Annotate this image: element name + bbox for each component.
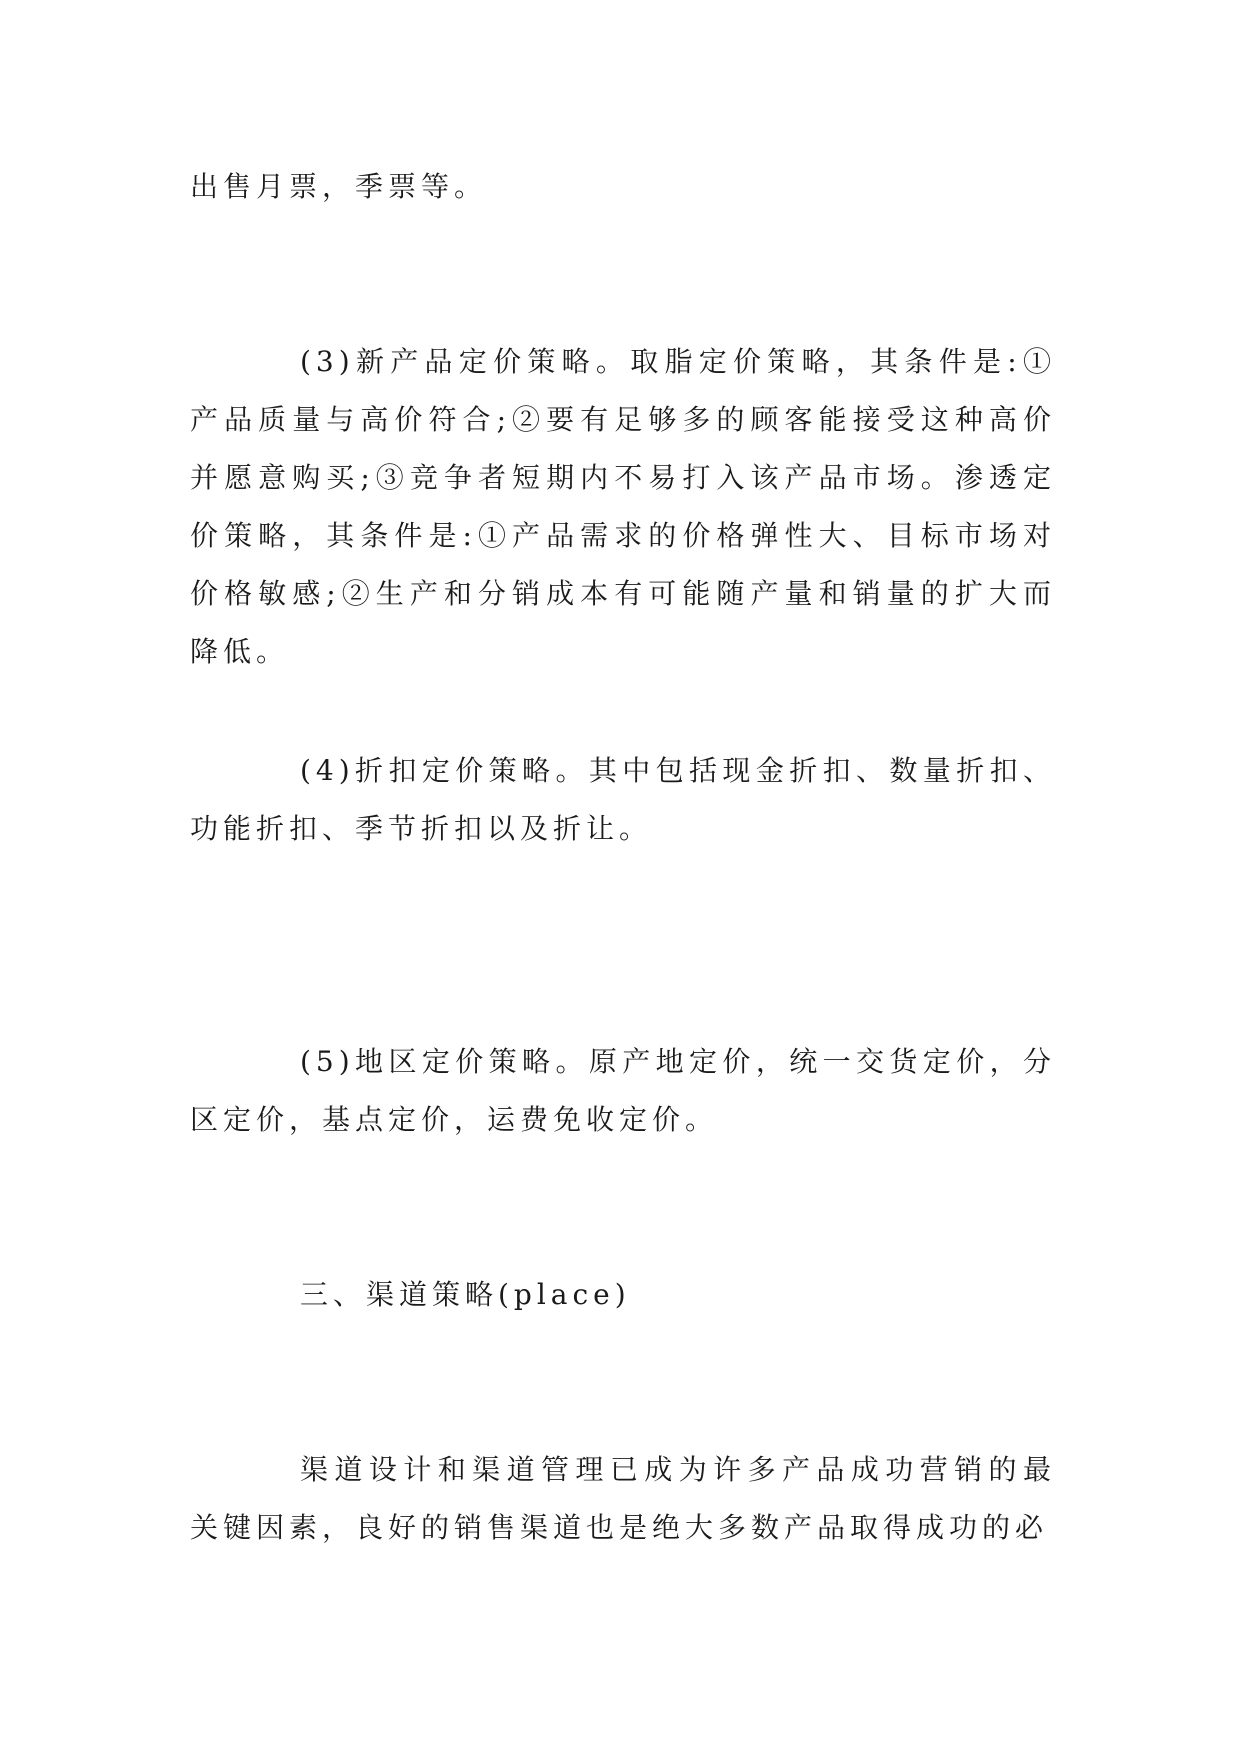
- paragraph-channel-strategy: 渠道设计和渠道管理已成为许多产品成功营销的最关键因素，良好的销售渠道也是绝大多数产品取得成功的必: [190, 1453, 1056, 1544]
- section-heading-place: 三、渠道策略(place): [300, 1278, 631, 1311]
- paragraph-regional-pricing: (5)地区定价策略。原产地定价，统一交货定价，分区定价，基点定价，运费免收定价。: [190, 1045, 1056, 1136]
- paragraph-continuation: 出售月票，季票等。: [190, 170, 488, 203]
- paragraph-discount-pricing: (4)折扣定价策略。其中包括现金折扣、数量折扣、功能折扣、季节折扣以及折让。: [190, 754, 1056, 845]
- paragraph-new-product-pricing: (3)新产品定价策略。取脂定价策略，其条件是:①产品质量与高价符合;②要有足够多的顾客能接受这种高价并愿意购买;③竞争者短期内不易打入该产品市场。渗透定价策略，其条件是:①产品需求的价格弹性大、目标市场对价格敏感;②生产和分销成本有可能随产量和销量的扩大而降低。: [190, 345, 1056, 668]
